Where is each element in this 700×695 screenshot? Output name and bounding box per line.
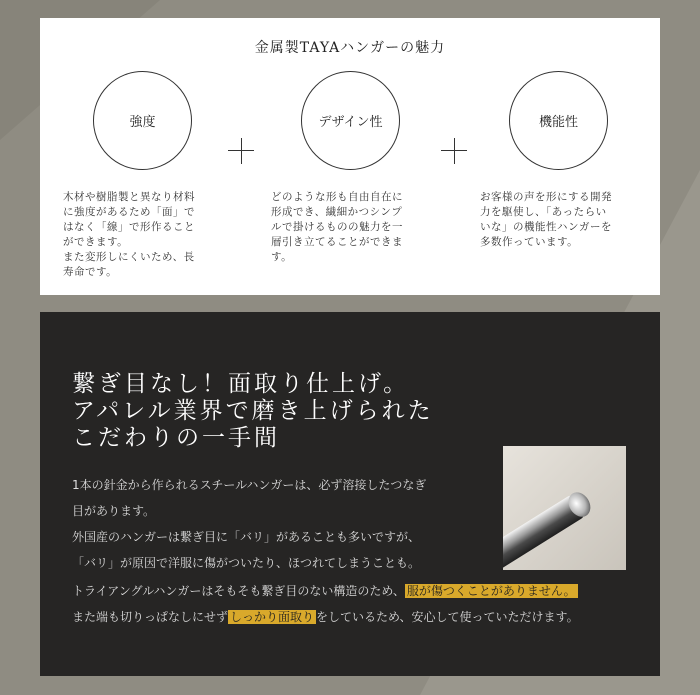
hanger-closeup-photo bbox=[503, 446, 626, 570]
paragraph-2-line-2 bbox=[72, 604, 642, 630]
highlight-chamfer: しっかり面取り bbox=[230, 610, 315, 624]
plus-icon bbox=[228, 138, 254, 164]
feature-circle-function bbox=[509, 71, 608, 170]
feature-circle-design bbox=[301, 71, 400, 170]
feature-desc-function: お客様の声を形にする開発 力を駆使し、「あったらい いな」の機能性ハンガーを 多数作っています。 bbox=[480, 191, 612, 248]
feature-circle-strength bbox=[93, 71, 192, 170]
feature-label-function: 機能性 bbox=[538, 115, 578, 130]
detail-panel bbox=[40, 312, 660, 676]
detail-paragraph-1: 1本の針金から作られるスチールハンガーは、必ず溶接したつなぎ 目があります。 外国産のハンガーは繋ぎ目に「バリ」があることも多いですが、 「バリ」が原因で洋服に傷がついたり、ほつれてしまうことも。 bbox=[72, 478, 427, 570]
paragraph-2-text: をしているため、安心して使っていただけます。 bbox=[316, 610, 579, 624]
feature-desc-design: どのような形も自由自在に 形成でき、繊細かつシンプ ルで掛けるものの魅力を一 層引き立てることができま す。 bbox=[271, 191, 403, 263]
plus-icon bbox=[441, 138, 467, 164]
features-title: 金属製TAYAハンガーの魅力 bbox=[254, 40, 446, 56]
detail-heading: 繋ぎ目なし！面取り仕上げ。 アパレル業界で磨き上げられた こだわりの一手間 bbox=[72, 371, 434, 452]
feature-label-design: デザイン性 bbox=[318, 115, 383, 130]
paragraph-2-text: また端も切りっぱなしにせず bbox=[72, 610, 229, 624]
features-card bbox=[40, 18, 660, 295]
feature-label-strength: 強度 bbox=[129, 115, 156, 130]
highlight-no-damage: 服が傷つくことがありません。 bbox=[406, 584, 576, 598]
feature-desc-strength: 木材や樹脂製と異なり材料 に強度があるため「面」で はなく「線」で形作ること ができます。 また変形しにくいため、長 寿命です。 bbox=[63, 191, 195, 278]
paragraph-2-line-1 bbox=[72, 578, 642, 604]
detail-paragraph-2 bbox=[72, 578, 642, 630]
paragraph-2-text: トライアングルハンガーはそもそも繋ぎ目のない構造のため、 bbox=[72, 584, 405, 598]
